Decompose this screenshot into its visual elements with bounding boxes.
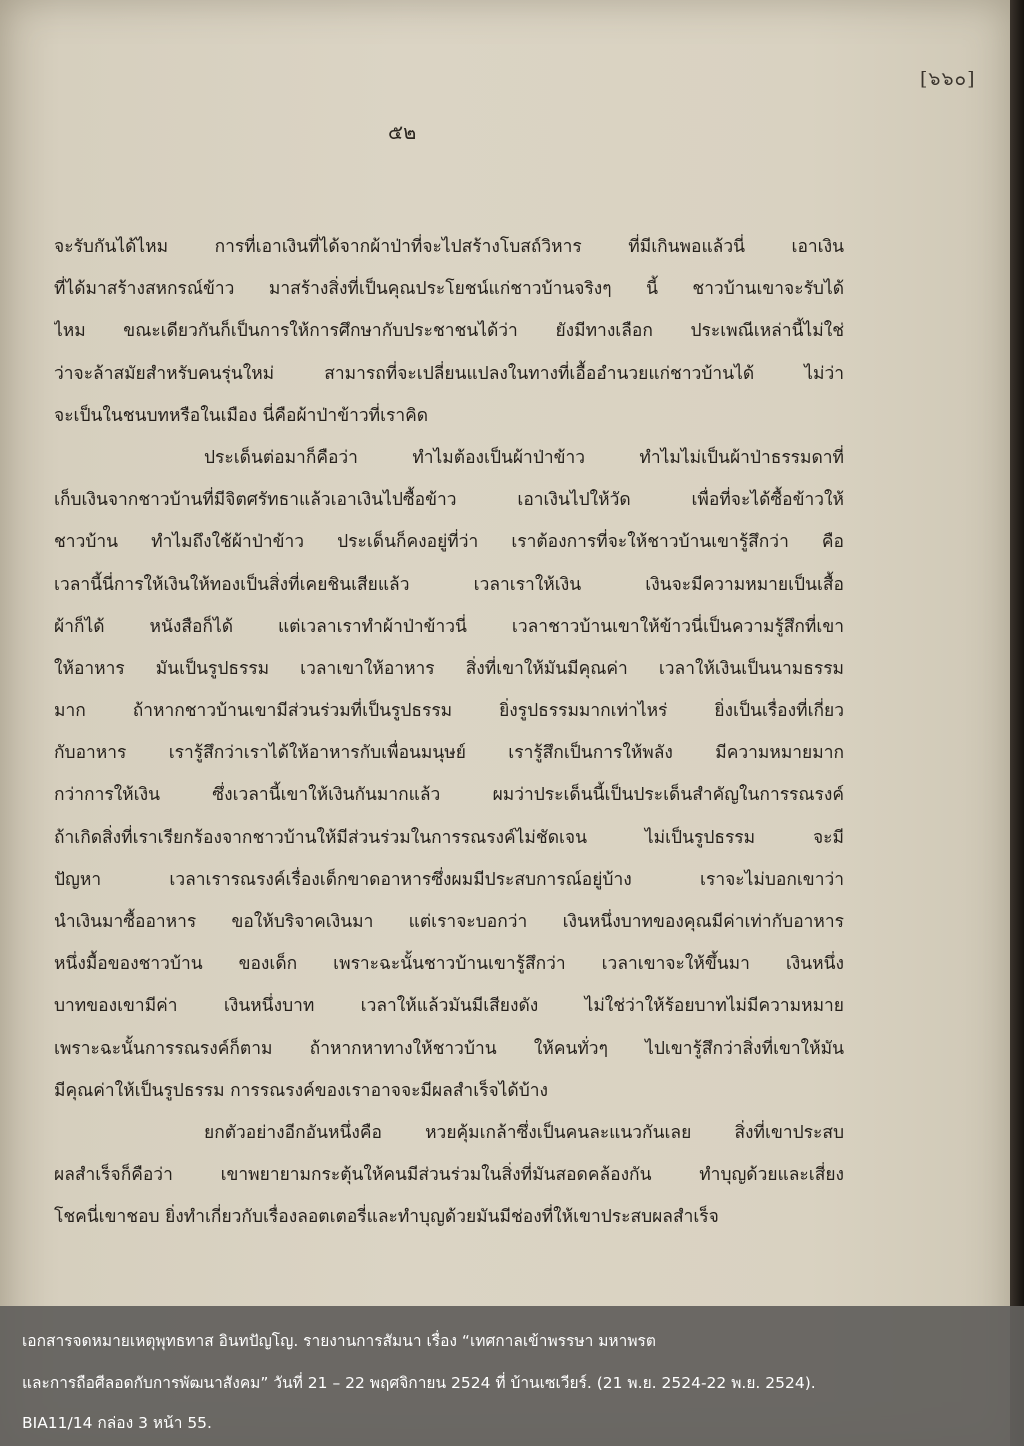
text-line: ถ้าเกิดสิ่งที่เราเรียกร้องจากชาวบ้านให้มีส่วนร่วมในการรณรงค์ไม่ชัดเจน ไม่เป็นรูปธรรม จะมี <box>54 827 844 848</box>
text-line: กว่าการให้เงิน ซึ่งเวลานี้เขาให้เงินกันมากแล้ว ผมว่าประเด็นนี้เป็นประเด็นสำคัญในการรณรงค์ <box>54 785 844 806</box>
text-line: ชาวบ้าน ทำไมถึงใช้ผ้าป่าข้าว ประเด็นก็คงอยู่ที่ว่า เราต้องการที่จะให้ชาวบ้านเขารู้สึกว่า คือ <box>54 532 844 553</box>
caption-line-1: เอกสารจดหมายเหตุพุทธทาส อินทปัญโญ. รายงานการสัมนา เรื่อง “เทศกาลเข้าพรรษา มหาพรต <box>22 1332 656 1350</box>
book-binding-edge <box>1010 0 1024 1446</box>
text-line: โชคนี่เขาชอบ ยิ่งทำเกี่ยวกับเรื่องลอตเตอรี่และทำบุญด้วยมันมีช่องที่ให้เขาประสบผลสำเร็จ <box>54 1207 719 1228</box>
text-line: ไหม ขณะเดียวกันก็เป็นการให้การศึกษากับประชาชนได้ว่า ยังมีทางเลือก ประเพณีเหล่านี้ไม่ใช่ <box>54 321 844 342</box>
caption-line-3: BIA11/14 กล่อง 3 หน้า 55. <box>22 1414 212 1432</box>
text-line: กับอาหาร เรารู้สึกว่าเราได้ให้อาหารกับเพื่อนมนุษย์ เรารู้สึกเป็นการให้พลัง มีความหมายมาก <box>54 743 844 764</box>
text-line: เก็บเงินจากชาวบ้านที่มีจิตศรัทธาแล้วเอาเงินไปซื้อข้าว เอาเงินไปให้วัด เพื่อที่จะได้ซื้อข้าวให้ <box>54 490 844 511</box>
archive-caption <box>0 1306 1024 1446</box>
text-line: จะเป็นในชนบทหรือในเมือง นี่คือผ้าป่าข้าวที่เราคิด <box>54 405 429 426</box>
text-line: นำเงินมาซื้ออาหาร ขอให้บริจาคเงินมา แต่เราจะบอกว่า เงินหนึ่งบาทของคุณมีค่าเท่ากับอาหาร <box>54 912 844 932</box>
text-line: หนึ่งมื้อของชาวบ้าน ของเด็ก เพราะฉะนั้นชาวบ้านเขารู้สึกว่า เวลาเขาจะให้ขึ้นมา เงินหนึ่ง <box>54 954 844 975</box>
text-line: ว่าจะล้าสมัยสำหรับคนรุ่นใหม่ สามารถที่จะเปลี่ยนแปลงในทางที่เอื้ออำนวยแก่ชาวบ้านได้ ไม่ว่า <box>54 363 844 384</box>
text-line: ให้อาหาร มันเป็นรูปธรรม เวลาเขาให้อาหาร สิ่งที่เขาให้มันมีคุณค่า เวลาให้เงินเป็นนามธรรม <box>54 658 844 679</box>
text-line: ยกตัวอย่างอีกอันหนึ่งคือ หวยคุ้มเกล้าซึ่งเป็นคนละแนวกันเลย สิ่งที่เขาประสบ <box>204 1122 844 1143</box>
text-line: เวลานี้นี่การให้เงินให้ทองเป็นสิ่งที่เคยชินเสียแล้ว เวลาเราให้เงิน เงินจะมีความหมายเป็นเสื้อ <box>54 574 844 595</box>
text-line: ผลสำเร็จก็คือว่า เขาพยายามกระตุ้นให้คนมีส่วนร่วมในสิ่งที่มันสอดคล้องกัน ทำบุญด้วยและเสี่ยง <box>54 1165 844 1186</box>
document-body <box>54 226 844 1239</box>
page-number: ๕๒ <box>388 120 417 144</box>
text-line: ปัญหา เวลาเรารณรงค์เรื่องเด็กขาดอาหารซึ่งผมมีประสบการณ์อยู่บ้าง เราจะไม่บอกเขาว่า <box>54 869 844 890</box>
text-line: ผ้าก็ได้ หนังสือก็ได้ แต่เวลาเราทำผ้าป่าข้าวนี่ เวลาชาวบ้านเขาให้ข้าวนี่เป็นความรู้สึกที่เขา <box>54 616 844 637</box>
text-line: ประเด็นต่อมาก็คือว่า ทำไมต้องเป็นผ้าป่าข้าว ทำไมไม่เป็นผ้าป่าธรรมดาที่ <box>204 447 844 468</box>
text-line: บาทของเขามีค่า เงินหนึ่งบาท เวลาให้แล้วมันมีเสียงดัง ไม่ใช่ว่าให้ร้อยบาทไม่มีความหมาย <box>54 996 844 1017</box>
text-line: เพราะฉะนั้นการรณรงค์ก็ตาม ถ้าหากหาทางให้ชาวบ้าน ให้คนทั่วๆ ไปเขารู้สึกว่าสิ่งที่เขาให้มัน <box>54 1038 844 1059</box>
caption-line-2: และการถือศีลอดกับการพัฒนาสังคม” วันที่ 21 – 22 พฤศจิกายน 2524 ที่ บ้านเซเวียร์. (21 พ.ย. 2524-22 พ.ย. 2524). <box>22 1374 816 1392</box>
text-line: ที่ได้มาสร้างสหกรณ์ข้าว มาสร้างสิ่งที่เป็นคุณประโยชน์แก่ชาวบ้านจริงๆ นี้ ชาวบ้านเขาจะรับได้ <box>54 279 844 300</box>
archive-stamp: [๖๖๐] <box>920 68 976 90</box>
text-line: จะรับกันได้ไหม การที่เอาเงินที่ได้จากผ้าป่าที่จะไปสร้างโบสถ์วิหาร ที่มีเกินพอแล้วนี่ เอาเงิน <box>54 237 844 257</box>
text-line: มาก ถ้าหากชาวบ้านเขามีส่วนร่วมที่เป็นรูปธรรม ยิ่งรูปธรรมมากเท่าไหร่ ยิ่งเป็นเรื่องที่เกี่ยว <box>54 701 844 722</box>
text-line: มีคุณค่าให้เป็นรูปธรรม การรณรงค์ของเราอาจจะมีผลสำเร็จได้บ้าง <box>54 1080 549 1101</box>
